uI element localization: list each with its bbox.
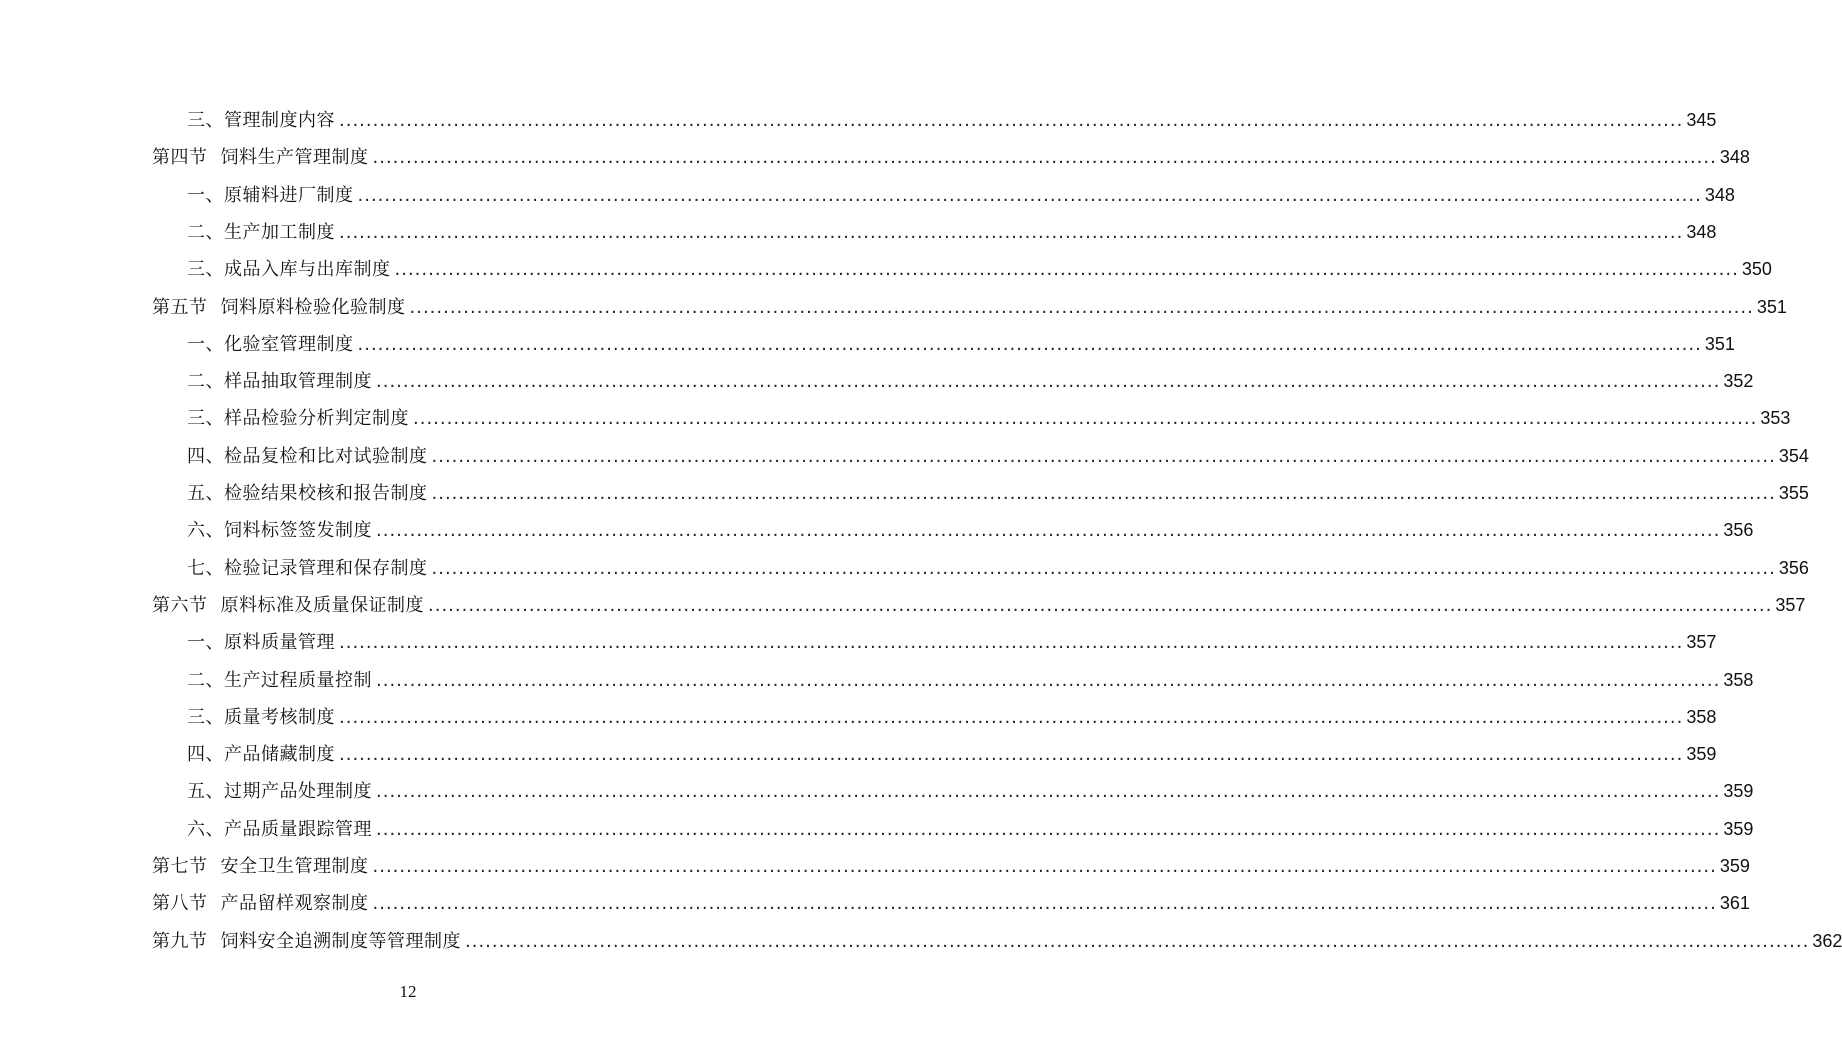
toc-subsection-entry[interactable] [187, 106, 1717, 134]
toc-entry-number: 第六节 [152, 594, 208, 616]
toc-subsection-entry[interactable] [187, 255, 1772, 283]
toc-entry-title: 产品质量跟踪管理 [224, 818, 372, 840]
toc-dot-leader: ........................................................................................................................................................................................................ [376, 669, 1721, 691]
toc-dot-leader: ........................................................................................................................................................................................................ [339, 221, 1684, 243]
toc-dot-leader: ........................................................................................................................................................................................................ [357, 184, 1702, 206]
toc-section-entry[interactable] [152, 889, 1750, 917]
toc-subsection-entry[interactable] [187, 442, 1809, 470]
toc-entry-page: 356 [1778, 557, 1809, 578]
toc-entry-label [152, 889, 369, 915]
toc-entry-title: 样品抽取管理制度 [224, 371, 372, 393]
toc-entry-page: 345 [1686, 110, 1717, 130]
toc-entry-label [187, 628, 335, 654]
toc-dot-leader: ........................................................................................................................................................................................................ [394, 259, 1739, 281]
toc-entry-title: 饲料安全追溯制度等管理制度 [220, 930, 461, 952]
toc-entry-page: 359 [1686, 744, 1717, 765]
toc-entry-number: 一、 [187, 333, 224, 355]
toc-entry-label [187, 777, 372, 803]
toc-subsection-entry[interactable] [187, 777, 1754, 805]
toc-section-entry[interactable] [152, 293, 1787, 321]
toc-entry-title: 过期产品处理制度 [224, 781, 372, 803]
toc-dot-leader: ........................................................................................................................................................................................................ [428, 594, 1773, 616]
toc-entry-page: 361 [1719, 893, 1750, 914]
toc-dot-leader: ........................................................................................................................................................................................................ [376, 520, 1721, 542]
toc-entry-label [152, 591, 424, 617]
toc-entry-title: 检验记录管理和保存制度 [224, 557, 428, 579]
toc-subsection-entry[interactable] [187, 666, 1754, 694]
toc-dot-leader: ........................................................................................................................................................................................................ [465, 930, 1810, 952]
toc-dot-leader: ........................................................................................................................................................................................................ [339, 110, 1684, 131]
toc-dot-leader: ........................................................................................................................................................................................................ [376, 371, 1721, 393]
toc-entry-number: 六、 [187, 520, 224, 542]
toc-subsection-entry[interactable] [187, 181, 1735, 209]
toc-subsection-entry[interactable] [187, 628, 1717, 656]
toc-entry-label [187, 554, 428, 580]
toc-dot-leader: ........................................................................................................................................................................................................ [339, 744, 1684, 766]
toc-entry-number: 二、 [187, 371, 224, 393]
toc-entry-title: 安全卫生管理制度 [220, 856, 369, 877]
toc-entry-page: 348 [1719, 147, 1750, 168]
toc-entry-number: 第七节 [152, 856, 208, 877]
toc-entry-label [187, 218, 335, 244]
toc-entry-number: 七、 [187, 557, 224, 579]
toc-dot-leader: ........................................................................................................................................................................................................ [409, 296, 1754, 318]
toc-entry-label [187, 367, 372, 393]
toc-entry-number: 二、 [187, 221, 224, 243]
toc-entry-label [187, 666, 372, 692]
toc-entry-number: 五、 [187, 483, 224, 504]
toc-dot-leader: ........................................................................................................................................................................................................ [376, 781, 1721, 803]
toc-entry-label [187, 740, 335, 766]
toc-entry-title: 质量考核制度 [224, 706, 335, 728]
toc-entry-label [187, 703, 335, 729]
toc-entry-page: 348 [1686, 221, 1717, 242]
toc-entry-title: 产品储藏制度 [224, 744, 335, 766]
toc-dot-leader: ........................................................................................................................................................................................................ [431, 483, 1776, 504]
toc-entry-number: 一、 [187, 632, 224, 654]
toc-entry-label [152, 143, 369, 169]
toc-subsection-entry[interactable] [187, 815, 1754, 843]
toc-entry-title: 原辅料进厂制度 [224, 184, 354, 206]
toc-entry-title: 成品入库与出库制度 [224, 259, 391, 281]
toc-entry-page: 356 [1723, 520, 1754, 541]
toc-entry-number: 第九节 [152, 930, 208, 952]
toc-dot-leader: ........................................................................................................................................................................................................ [413, 408, 1758, 430]
toc-entry-label [187, 442, 428, 468]
toc-entry-title: 生产加工制度 [224, 221, 335, 243]
toc-subsection-entry[interactable] [187, 554, 1809, 582]
toc-entry-page: 362 [1812, 930, 1842, 951]
toc-entry-title: 样品检验分析判定制度 [224, 408, 409, 430]
toc-entry-label [187, 181, 354, 207]
toc-entry-number: 二、 [187, 669, 224, 691]
toc-entry-page: 359 [1719, 856, 1750, 876]
toc-dot-leader: ........................................................................................................................................................................................................ [339, 706, 1684, 728]
toc-entry-label [187, 516, 372, 542]
toc-entry-title: 饲料原料检验化验制度 [220, 296, 406, 318]
toc-entry-page: 348 [1704, 184, 1735, 205]
toc-dot-leader: ........................................................................................................................................................................................................ [372, 856, 1717, 877]
toc-subsection-entry[interactable] [187, 516, 1754, 544]
toc-entry-title: 生产过程质量控制 [224, 669, 372, 691]
toc-subsection-entry[interactable] [187, 703, 1717, 731]
toc-subsection-entry[interactable] [187, 367, 1754, 395]
toc-entry-number: 第五节 [152, 296, 208, 318]
toc-entry-label [152, 927, 461, 953]
toc-entry-title: 饲料标签签发制度 [224, 520, 372, 542]
toc-subsection-entry[interactable] [187, 404, 1791, 432]
toc-dot-leader: ........................................................................................................................................................................................................ [431, 445, 1776, 467]
toc-entry-number: 一、 [187, 184, 224, 206]
toc-entry-number: 四、 [187, 744, 224, 766]
toc-entry-label [152, 293, 406, 319]
toc-dot-leader: ........................................................................................................................................................................................................ [372, 893, 1717, 915]
toc-dot-leader: ........................................................................................................................................................................................................ [372, 147, 1717, 169]
toc-subsection-entry[interactable] [187, 479, 1809, 507]
toc-entry-title: 原料质量管理 [224, 632, 335, 654]
toc-entry-title: 检品复检和比对试验制度 [224, 445, 428, 467]
toc-dot-leader: ........................................................................................................................................................................................................ [431, 557, 1776, 579]
toc-entry-number: 六、 [187, 818, 224, 840]
toc-section-entry[interactable] [152, 927, 1842, 955]
toc-entry-number: 三、 [187, 259, 224, 281]
toc-entry-label [187, 404, 409, 430]
toc-entry-page: 359 [1723, 818, 1754, 839]
toc-entry-label [187, 330, 354, 356]
toc-entry-title: 检验结果校核和报告制度 [224, 483, 428, 504]
toc-entry-page: 354 [1778, 445, 1809, 466]
toc-section-entry[interactable] [152, 591, 1806, 619]
toc-entry-page: 357 [1686, 632, 1717, 653]
toc-entry-number: 三、 [187, 110, 224, 131]
toc-entry-page: 350 [1741, 259, 1772, 280]
toc-entry-label [187, 106, 335, 132]
toc-subsection-entry[interactable] [187, 330, 1735, 358]
toc-section-entry[interactable] [152, 852, 1750, 880]
toc-entry-title: 化验室管理制度 [224, 333, 354, 355]
toc-entry-page: 351 [1756, 296, 1787, 317]
toc-entry-label [187, 815, 372, 841]
toc-entry-page: 358 [1686, 706, 1717, 727]
toc-entry-label [152, 852, 369, 878]
toc-entry-label [187, 479, 428, 505]
toc-entry-number: 三、 [187, 408, 224, 430]
toc-entry-title: 产品留样观察制度 [220, 893, 369, 915]
toc-subsection-entry[interactable] [187, 218, 1717, 246]
toc-entry-page: 352 [1723, 371, 1754, 392]
toc-section-entry[interactable] [152, 143, 1750, 171]
page-number: 12 [399, 982, 417, 1001]
toc-entry-number: 第四节 [152, 147, 208, 169]
toc-entry-number: 第八节 [152, 893, 208, 915]
toc-entry-page: 355 [1778, 483, 1809, 503]
toc-entry-title: 饲料生产管理制度 [220, 147, 369, 169]
toc-entry-number: 五、 [187, 781, 224, 803]
toc-entry-page: 357 [1775, 594, 1806, 615]
toc-dot-leader: ........................................................................................................................................................................................................ [357, 333, 1702, 355]
toc-dot-leader: ........................................................................................................................................................................................................ [339, 632, 1684, 654]
toc-subsection-entry[interactable] [187, 740, 1717, 768]
toc-entry-page: 353 [1760, 408, 1791, 429]
toc-entry-title: 原料标准及质量保证制度 [220, 594, 424, 616]
toc-entry-page: 351 [1704, 333, 1735, 354]
toc-entry-page: 358 [1723, 669, 1754, 690]
toc-entry-page: 359 [1723, 781, 1754, 802]
toc-entry-number: 三、 [187, 706, 224, 728]
toc-dot-leader: ........................................................................................................................................................................................................ [376, 818, 1721, 840]
toc-entry-label [187, 255, 391, 281]
toc-entry-number: 四、 [187, 445, 224, 467]
toc-entry-title: 管理制度内容 [224, 110, 335, 131]
